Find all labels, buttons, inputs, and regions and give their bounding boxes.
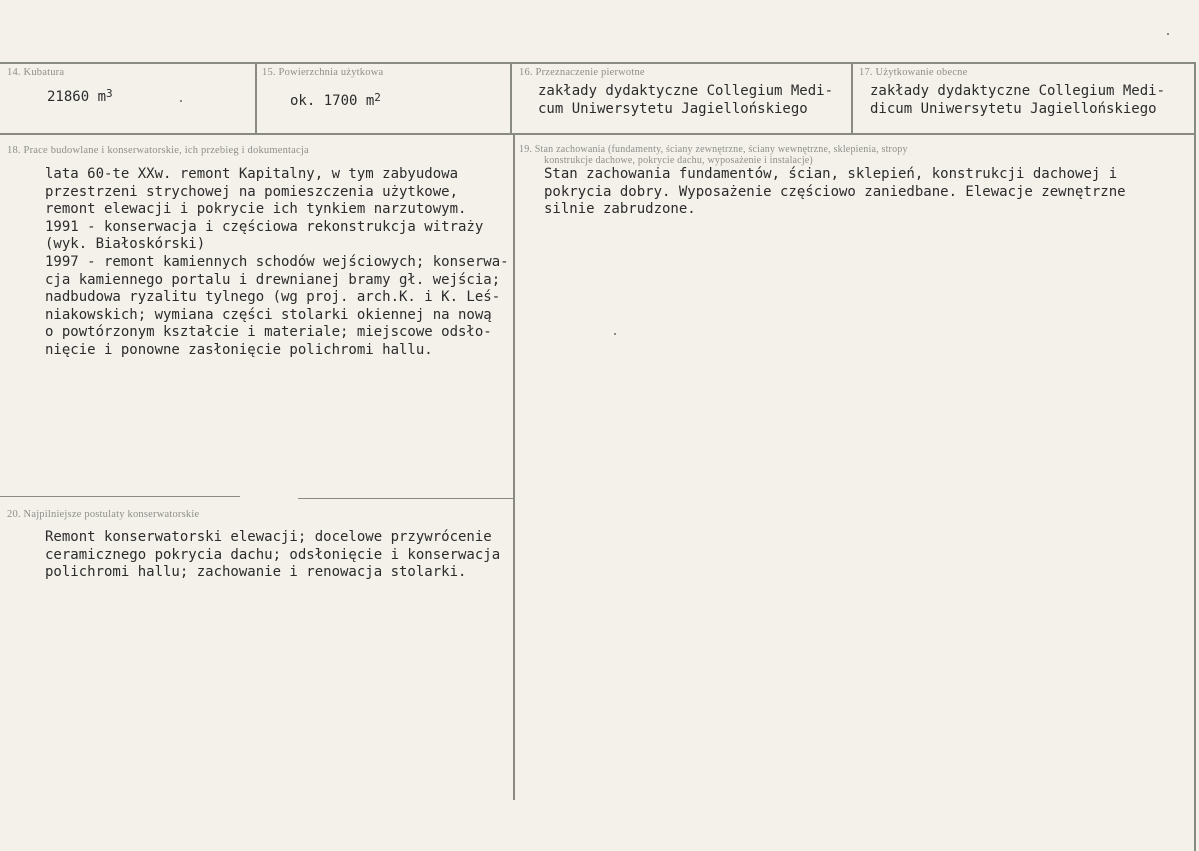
- field-17-line: zakłady dydaktyczne Collegium Medi-: [870, 83, 1166, 99]
- field-19-text: [544, 166, 1126, 219]
- mark-dot: [614, 333, 616, 335]
- field-18-line: nięcie i ponowne zasłonięcie polichromi hallu.: [45, 341, 433, 358]
- section-18-20-divider-right: [298, 498, 513, 499]
- field-18-line: lata 60-te XXw. remont Kapitalny, w tym zabyudowa: [45, 166, 459, 182]
- volume-value: 21860 m: [47, 89, 107, 105]
- field-19-label-line: 19. Stan zachowania (fundamenty, ściany zewnętrzne, ściany wewnętrzne, sklepienia, stropy: [519, 144, 908, 155]
- rule-v1: [255, 62, 257, 134]
- field-14-label: 14. Kubatura: [7, 67, 65, 78]
- field-18-text: [45, 166, 509, 360]
- field-16-line: zakłady dydaktyczne Collegium Medi-: [538, 83, 834, 99]
- volume-unit-exponent: 3: [106, 87, 113, 100]
- field-18-line: o powtórzonym kształcie i materiale; miejscowe odsło-: [45, 324, 492, 341]
- area-value: ok. 1700 m: [290, 93, 375, 109]
- field-18-line: 1991 - konserwacja i częściowa rekonstrukcja witraży: [45, 218, 484, 235]
- field-18-line: 1997 - remont kamiennych schodów wejściowych; konserwa-: [45, 253, 509, 270]
- field-18-line: (wyk. Białoskórski): [45, 236, 206, 253]
- field-19-line: silnie zabrudzone.: [544, 201, 696, 218]
- rule-v2: [510, 62, 512, 134]
- field-20-line: polichromi hallu; zachowanie i renowacja stolarki.: [45, 564, 467, 581]
- field-17-text: [870, 83, 1165, 118]
- field-15-value: [290, 93, 381, 109]
- rule-v3: [851, 62, 853, 134]
- field-18-line: remont elewacji i pokrycie ich tynkiem narzutowym.: [45, 201, 467, 218]
- field-20-text: [45, 529, 500, 582]
- field-19-label: [519, 144, 1079, 166]
- field-18-line: niakowskich; wymiana części stolarki okiennej na nową: [45, 306, 492, 323]
- field-18-line: cja kamiennego portalu i drewnianej bramy gł. wejścia;: [45, 271, 501, 288]
- field-16-text: [538, 83, 833, 118]
- field-18-label: 18. Prace budowlane i konserwatorskie, ich przebieg i dokumentacja: [7, 145, 309, 156]
- rule-v-main: [513, 134, 515, 800]
- section-18-20-divider: [0, 496, 240, 497]
- field-16-line: cum Uniwersytetu Jagiellońskiego: [538, 100, 808, 117]
- field-20-line: Remont konserwatorski elewacji; docelowe przywrócenie: [45, 529, 492, 545]
- field-19-line: Stan zachowania fundamentów, ścian, sklepień, konstrukcji dachowej i: [544, 166, 1118, 182]
- field-18-line: nadbudowa ryzalitu tylnego (wg proj. arch.K. i K. Leś-: [45, 289, 501, 306]
- field-17-line: dicum Uniwersytetu Jagiellońskiego: [870, 100, 1157, 117]
- top-rule: [0, 62, 1195, 64]
- field-18-line: przestrzeni strychowej na pomieszczenia użytkowe,: [45, 183, 459, 200]
- field-17-label: 17. Użytkowanie obecne: [859, 67, 968, 78]
- header-bottom-rule: [0, 133, 1195, 135]
- field-14-value: [47, 89, 113, 105]
- field-19-line: pokrycia dobry. Wyposażenie częściowo zaniedbane. Elewacje zewnętrzne: [544, 183, 1126, 200]
- field-20-label: 20. Najpilniejsze postulaty konserwatorskie: [7, 509, 200, 520]
- area-unit-exponent: 2: [374, 91, 381, 104]
- corner-mark: [1167, 33, 1169, 35]
- field-16-label: 16. Przeznaczenie pierwotne: [519, 67, 645, 78]
- field-20-line: ceramicznego pokrycia dachu; odsłonięcie i konserwacja: [45, 546, 501, 563]
- mark-dot: [180, 100, 182, 102]
- right-edge-rule: [1194, 62, 1196, 851]
- field-15-label: 15. Powierzchnia użytkowa: [262, 67, 384, 78]
- field-19-label-line: konstrukcje dachowe, pokrycie dachu, wyposażenie i instalacje): [544, 155, 813, 166]
